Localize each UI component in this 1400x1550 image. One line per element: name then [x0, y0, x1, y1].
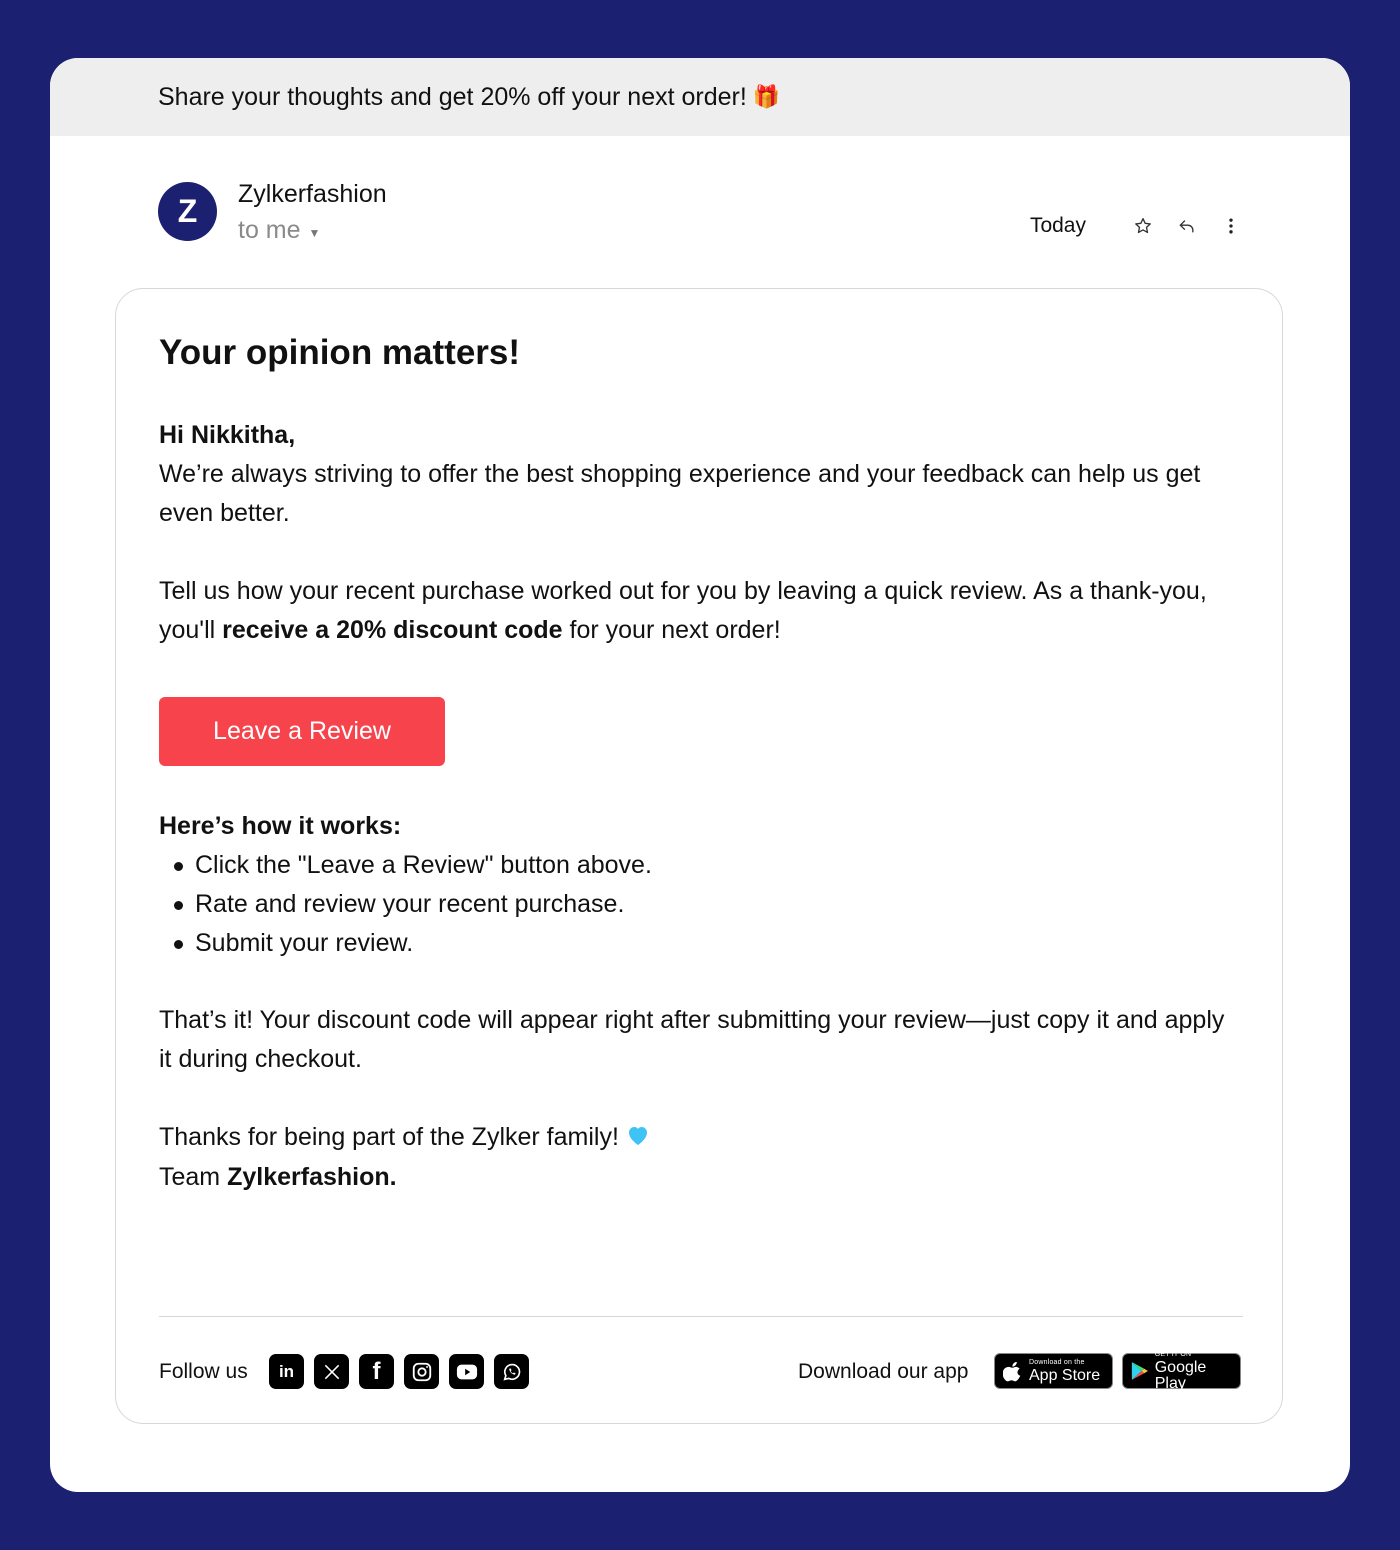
closing-paragraph: That’s it! Your discount code will appear right after submitting your review—just copy it and apply it during checkout. — [159, 1006, 1225, 1073]
intro-text: We’re always striving to offer the best shopping experience and your feedback can help us get even better. — [159, 460, 1201, 527]
recipient-dropdown[interactable] — [238, 216, 320, 245]
google-play-big-text: Google Play — [1154, 1358, 1207, 1392]
header-actions — [1030, 214, 1242, 238]
offer-text-end: for your next order! — [562, 616, 781, 644]
google-play-icon — [1131, 1360, 1149, 1382]
gift-icon: 🎁 — [752, 84, 781, 109]
instagram-icon[interactable] — [404, 1354, 439, 1389]
x-icon[interactable] — [314, 1354, 349, 1389]
star-icon[interactable] — [1132, 215, 1154, 237]
apple-icon — [1003, 1360, 1023, 1382]
whatsapp-icon[interactable] — [494, 1354, 529, 1389]
youtube-icon[interactable] — [449, 1354, 484, 1389]
leave-review-button[interactable]: Leave a Review — [159, 697, 445, 766]
download-app-label: Download our app — [798, 1360, 969, 1383]
signoff — [159, 1118, 1243, 1197]
follow-us-label: Follow us — [159, 1360, 248, 1383]
avatar: Z — [158, 182, 217, 241]
team-name: Zylkerfashion. — [227, 1162, 397, 1191]
greeting: Hi Nikkitha, — [159, 421, 296, 449]
email-subject: Share your thoughts and get 20% off your next order! — [158, 82, 747, 111]
app-store-small-text: Download on the — [1029, 1358, 1085, 1366]
more-vertical-icon[interactable] — [1220, 215, 1242, 237]
sender-name[interactable]: Zylkerfashion — [238, 180, 387, 208]
offer-paragraph — [159, 572, 1243, 650]
offer-highlight: receive a 20% discount code — [222, 616, 563, 644]
email-date: Today — [1029, 214, 1086, 237]
linkedin-icon[interactable]: in — [269, 1354, 304, 1389]
email-title: Your opinion matters! — [159, 333, 521, 372]
email-window — [50, 58, 1350, 1492]
email-body-card — [115, 288, 1283, 1424]
email-header — [158, 178, 1242, 248]
list-item: Click the "Leave a Review" button above. — [159, 846, 652, 885]
subject-bar — [50, 58, 1350, 136]
greeting-paragraph — [159, 416, 1243, 533]
steps-list — [159, 846, 652, 963]
google-play-small-text: GET IT ON — [1154, 1350, 1192, 1358]
social-links — [269, 1354, 529, 1389]
thanks-text: Thanks for being part of the Zylker family! — [159, 1123, 619, 1151]
offer-text-start: Tell us how your recent purchase worked out for you by leaving a quick review. As a thank-you, you'll — [159, 577, 1207, 644]
email-footer — [159, 1352, 1243, 1392]
facebook-icon[interactable]: f — [359, 1354, 394, 1389]
app-badges — [994, 1350, 1241, 1392]
google-play-badge[interactable] — [1122, 1350, 1241, 1392]
heart-icon — [625, 1119, 651, 1158]
team-prefix: Team — [159, 1162, 228, 1191]
steps-title: Here’s how it works: — [159, 812, 402, 840]
recipient-label: to me — [238, 216, 301, 244]
footer-divider — [159, 1316, 1243, 1317]
list-item: Submit your review. — [159, 924, 652, 963]
reply-icon[interactable] — [1176, 215, 1198, 237]
caret-down-icon: ▼ — [308, 225, 321, 240]
app-store-big-text: App Store — [1029, 1366, 1101, 1384]
list-item: Rate and review your recent purchase. — [159, 885, 652, 924]
app-store-badge[interactable] — [994, 1353, 1113, 1389]
